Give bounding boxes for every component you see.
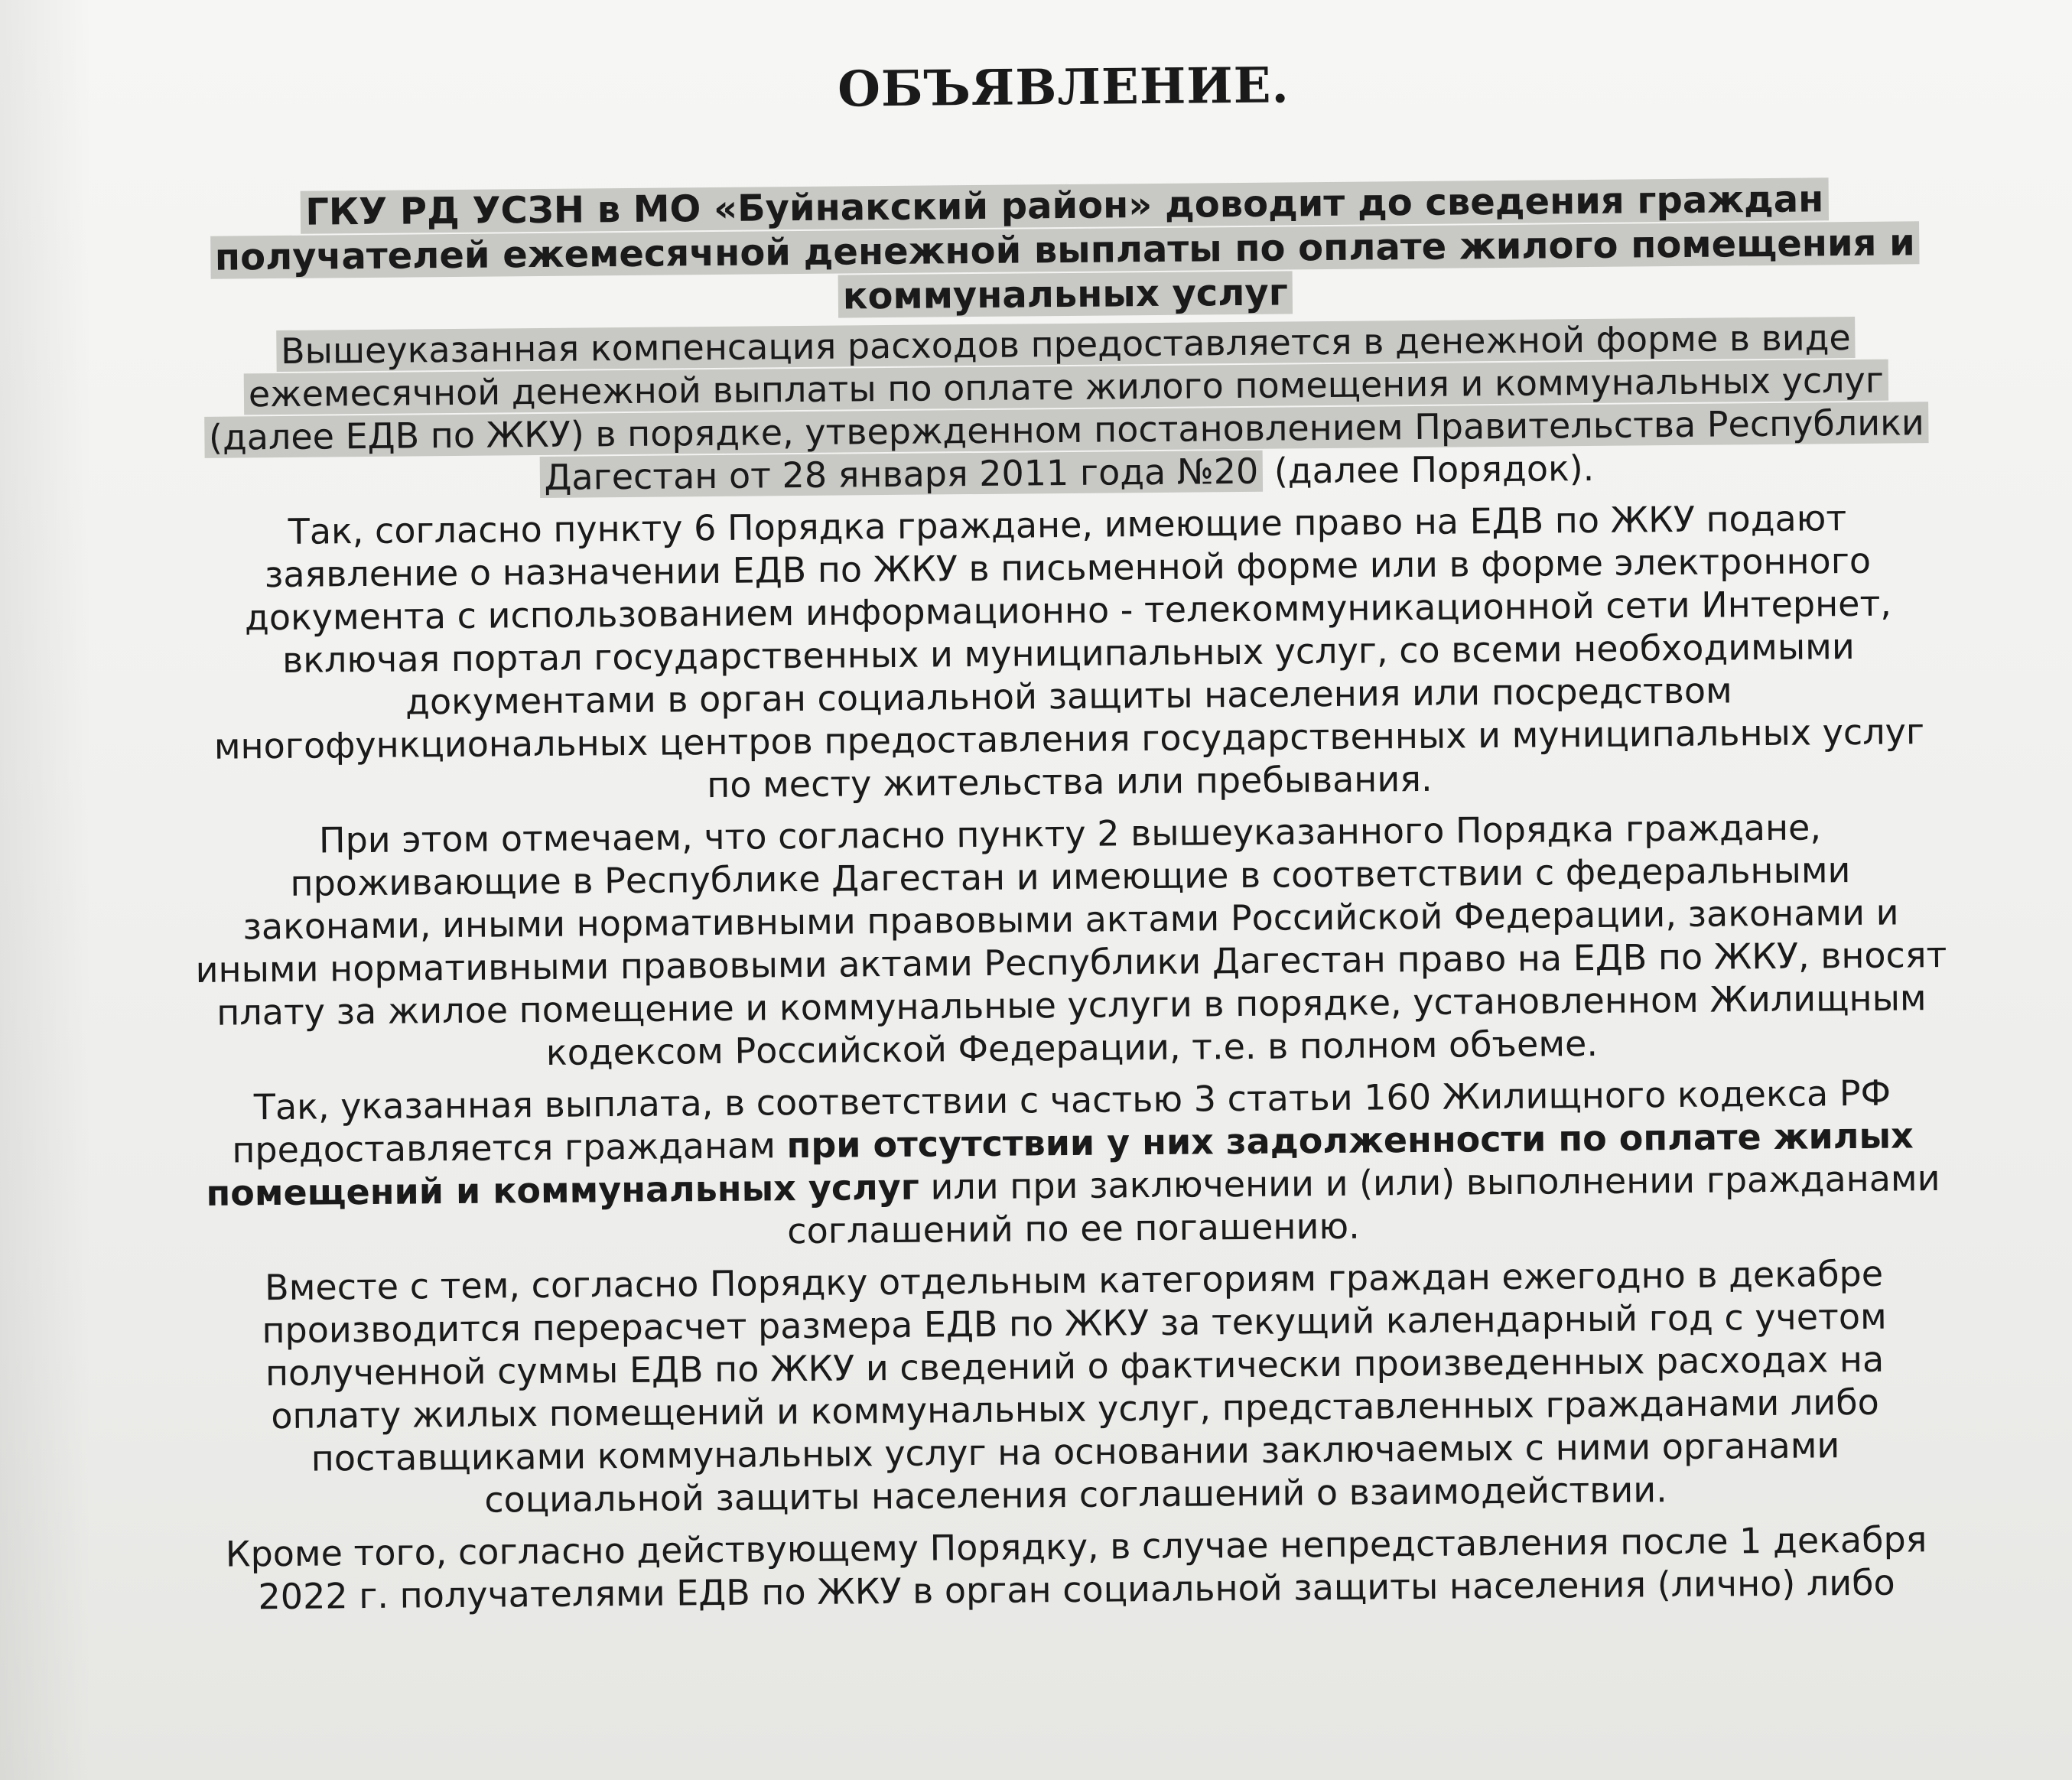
paragraph-compensation-highlight: Вышеуказанная компенсация расходов предоставляется в денежной форме в виде ежемесячной денежной выплаты по оплате жилого помещения и коммунальных услуг (далее ЕДВ по ЖКУ) в порядке, утвержденном постановлением Правительства Республики Дагестан от 28 января 2011 года №20 (204, 317, 1929, 498)
paragraph-compensation-rest: (далее Порядок). (1262, 447, 1595, 493)
paragraph-application: Так, согласно пункту 6 Порядка граждане, имеющие право на ЕДВ по ЖКУ подают заявление о назначении ЕДВ по ЖКУ в письменной форме или в форме электронного документа с использованием информационно - телекоммуникационной сети Интернет, включая портал государственных и муниципальных услуг, со всеми необходимыми документами в орган социальной защиты населения или посредством многофункциональных центров предоставления государственных и муниципальных услуг по месту жительства или пребывания. (213, 497, 1925, 806)
announcement-heading (185, 176, 1945, 324)
paragraph-compensation (186, 315, 1947, 502)
announcement-title: ОБЪЯВЛЕНИЕ. (837, 57, 1290, 119)
paragraph-recalculation: Вместе с тем, согласно Порядку отдельным категориям граждан ежегодно в декабре производится перерасчет размера ЕДВ по ЖКУ за текущий календарный год с учетом полученной суммы ЕДВ по ЖКУ и сведений о фактически произведенных расходах на оплату жилых помещений и коммунальных услуг, представленных гражданами либо поставщиками коммунальных услуг на основании заключаемых с ними органами социальной защиты населения соглашений о взаимодействии. (262, 1253, 1887, 1521)
paragraph-payment-rules: При этом отмечаем, что согласно пункту 2 вышеуказанного Порядка граждане, проживающие в Республике Дагестан и имеющие в соответствии с федеральными законами, иными нормативными правовыми актами Российской Федерации, законами и иными нормативными правовыми актами Республики Дагестан право на ЕДВ по ЖКУ, вносят плату за жилое помещение и коммунальные услуги в порядке, установленном Жилищным кодексом Российской Федерации, т.е. в полном объеме. (195, 806, 1947, 1074)
heading-highlight: ГКУ РД УСЗН в МО «Буйнакский район» доводит до сведения граждан получателей ежемесячной денежной выплаты по оплате жилого помещения и коммунальных услуг (210, 178, 1920, 318)
paragraph-debt-before: Так, указанная выплата, в соответствии с частью 3 статьи 160 Жилищного кодекса РФ предоставляется гражданам (232, 1072, 1891, 1171)
paragraph-non-submission: Кроме того, согласно действующему Порядку, в случае непредставления после 1 декабря 2022 г. получателями ЕДВ по ЖКУ в орган социальной защиты населения (лично) либо (225, 1518, 1927, 1618)
announcement-body (184, 38, 1957, 1628)
paragraph-debt-bold: при отсутствии у них задолженности по оплате жилых помещений и коммунальных услуг (206, 1115, 1914, 1215)
paragraph-debt-condition (193, 1071, 1953, 1258)
paragraph-debt-after: или при заключении и (или) выполнении гражданами соглашений по ее погашению. (787, 1157, 1940, 1252)
paper-shadow (0, 0, 92, 1780)
